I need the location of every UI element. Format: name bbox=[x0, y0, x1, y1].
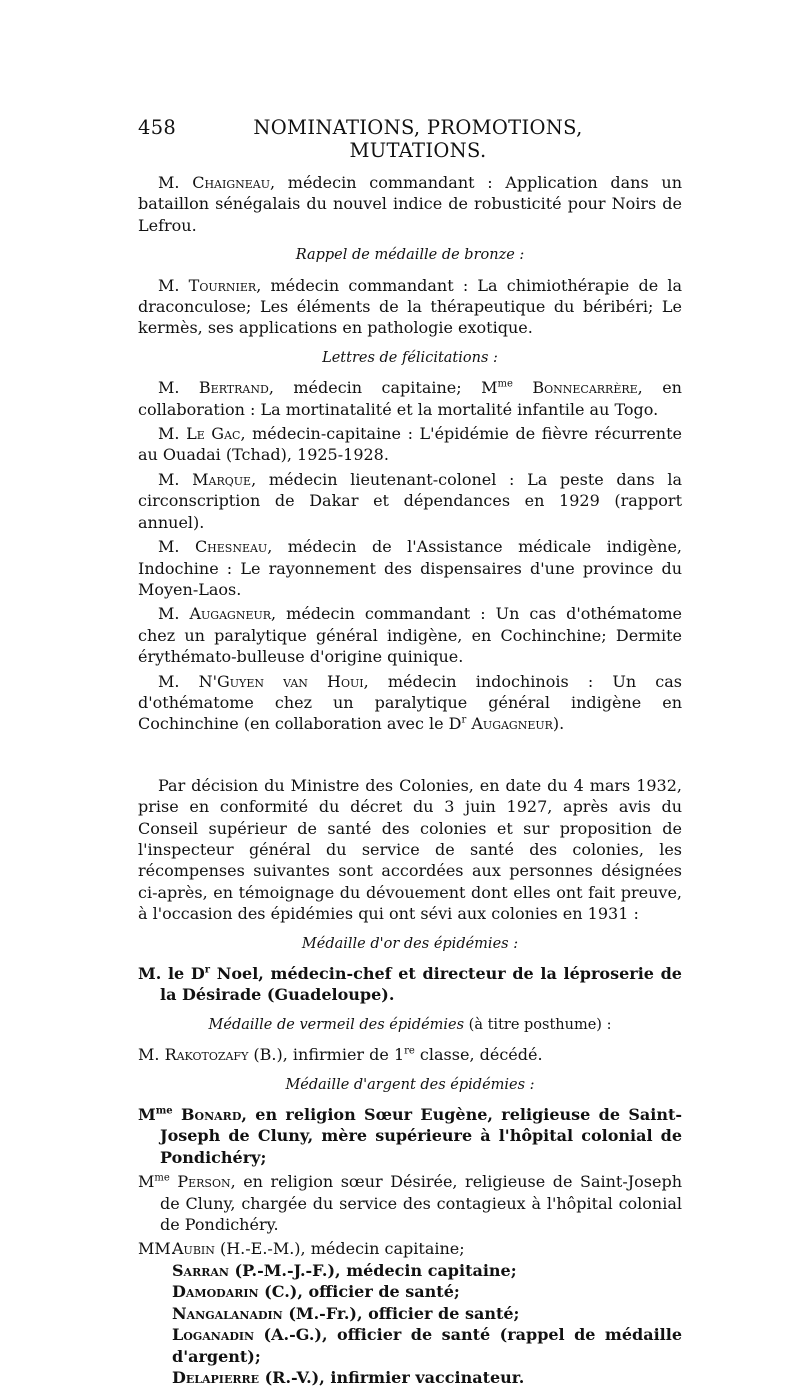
body-text bbox=[138, 172, 682, 1388]
entry-person: $M^{me}$ Person, en religion sœur Désirée, religieuse de Saint-Joseph de Cluny, chargée du service des contagieux à l'hôpital colonial de Pondichéry. bbox=[138, 1172, 683, 1235]
mm-list-block bbox=[138, 1238, 682, 1388]
list-item: Loganadin (A.-G.), officier de santé (rappel de médaille d'argent); bbox=[172, 1325, 682, 1366]
mm-list bbox=[172, 1238, 682, 1388]
page-number: 458 bbox=[138, 116, 177, 139]
list-item: Nangalanadin (M.-Fr.), officier de santé; bbox=[172, 1303, 520, 1323]
paragraph-augagneur: M. Augagneur, médecin commandant : Un cas d'othématome chez un paralytique général indigène, en Cochinchine; Dermite érythémato-bulleuse d'origine quinique. bbox=[138, 604, 682, 667]
person-name: Bonnecarrère bbox=[512, 378, 638, 398]
heading-bronze: Rappel de médaille de bronze : bbox=[295, 247, 525, 264]
paragraph-bertrand: M. Bertrand, médecin capitaine; $M^{me}$ Bonnecarrère, en collaboration : La mortinatalité et la mortalité infantile au Togo. bbox=[138, 378, 682, 419]
person-name: Tournier bbox=[188, 275, 257, 295]
heading-medaille-argent: Médaille d'argent des épidémies : bbox=[285, 1076, 535, 1093]
person-name: Rakotozafy bbox=[164, 1045, 249, 1065]
person-name: Loganadin bbox=[172, 1325, 255, 1345]
list-item: Aubin (H.-E.-M.), médecin capitaine; bbox=[172, 1239, 465, 1259]
entry-bonard: $M^{me}$ Bonard, en religion Sœur Eugène, religieuse de Saint-Joseph de Cluny, mère supérieure à l'hôpital colonial de Pondichéry; bbox=[138, 1105, 682, 1167]
paragraph-nguyen: M. N'Guyen van Houi, médecin indochinois : Un cas d'othématome chez un paralytique général indigène en Cochinchine (en collaboration avec le $D^r$ Augagneur). bbox=[138, 671, 682, 734]
person-name: N'Guyen van Houi bbox=[198, 671, 364, 691]
mm-label: MM. bbox=[138, 1239, 176, 1259]
heading-medaille-vermeil: Médaille de vermeil des épidémies (à titre posthume) : bbox=[208, 1016, 612, 1033]
heading-lettres: Lettres de félicitations : bbox=[322, 349, 498, 366]
list-item: Damodarin (C.), officier de santé; bbox=[172, 1282, 460, 1302]
paragraph-decision: Par décision du Ministre des Colonies, en date du 4 mars 1932, prise en conformité du décret du 3 juin 1927, après avis du Conseil supérieur de santé des colonies et sur proposition de l'inspecteur général du service de santé des colonies, les récompenses suivantes sont accordées aux personnes désignées ci-après, en témoignage du dévouement dont elles ont fait preuve, à l'occasion des épidémies qui ont sévi aux colonies en 1931 : bbox=[138, 775, 682, 924]
person-name: Augagneur bbox=[189, 604, 272, 624]
person-name: Delapierre bbox=[172, 1367, 259, 1387]
paragraph-marque: M. Marque, médecin lieutenant-colonel : La peste dans la circonscription de Dakar et dépendances en 1929 (rapport annuel). bbox=[138, 469, 682, 532]
person-name: Sarran bbox=[172, 1260, 229, 1280]
paragraph-tournier: M. Tournier, médecin commandant : La chimiothérapie de la draconculose; Les éléments de la thérapeutique du béribéri; Le kermès, ses applications en pathologie exotique. bbox=[138, 275, 682, 338]
entry-rakotozafy: M. Rakotozafy (B.), infirmier de 1re classe, décédé. bbox=[138, 1045, 543, 1065]
paragraph-legac: M. Le Gac, médecin-capitaine : L'épidémie de fièvre récurrente au Ouadai (Tchad), 1925-1928. bbox=[138, 424, 682, 465]
heading-medaille-or: Médaille d'or des épidémies : bbox=[301, 935, 519, 952]
person-name: Le Gac bbox=[186, 424, 241, 444]
running-title: NOMINATIONS, PROMOTIONS, MUTATIONS. bbox=[253, 116, 583, 162]
list-item: Delapierre (R.-V.), infirmier vaccinateur. bbox=[172, 1367, 525, 1387]
person-name: Marque bbox=[192, 469, 252, 489]
person-name: Aubin bbox=[172, 1239, 215, 1259]
person-name: Nangalanadin bbox=[172, 1303, 283, 1323]
person-name: Bertrand bbox=[198, 378, 269, 398]
paragraph-chesneau: M. Chesneau, médecin de l'Assistance médicale indigène, Indochine : Le rayonnement des dispensaires d'une province du Moyen-Laos. bbox=[138, 537, 683, 599]
list-item: Sarran (P.-M.-J.-F.), médecin capitaine; bbox=[172, 1260, 517, 1280]
paragraph-chaigneau: M. Chaigneau, médecin commandant : Application dans un bataillon sénégalais du nouvel indice de robusticité pour Noirs de Lefrou. bbox=[138, 173, 683, 235]
person-name: Augagneur bbox=[466, 714, 553, 734]
person-name: Chaigneau bbox=[192, 173, 270, 192]
page-header bbox=[138, 116, 682, 162]
entry-noel: M. le $D^r$ Noel, médecin-chef et directeur de la léproserie de la Désirade (Guadeloupe). bbox=[138, 964, 682, 1005]
person-name: Person bbox=[169, 1172, 231, 1192]
person-name: Damodarin bbox=[172, 1282, 259, 1302]
person-name: Bonard bbox=[172, 1105, 242, 1125]
person-name: Chesneau bbox=[194, 537, 268, 557]
